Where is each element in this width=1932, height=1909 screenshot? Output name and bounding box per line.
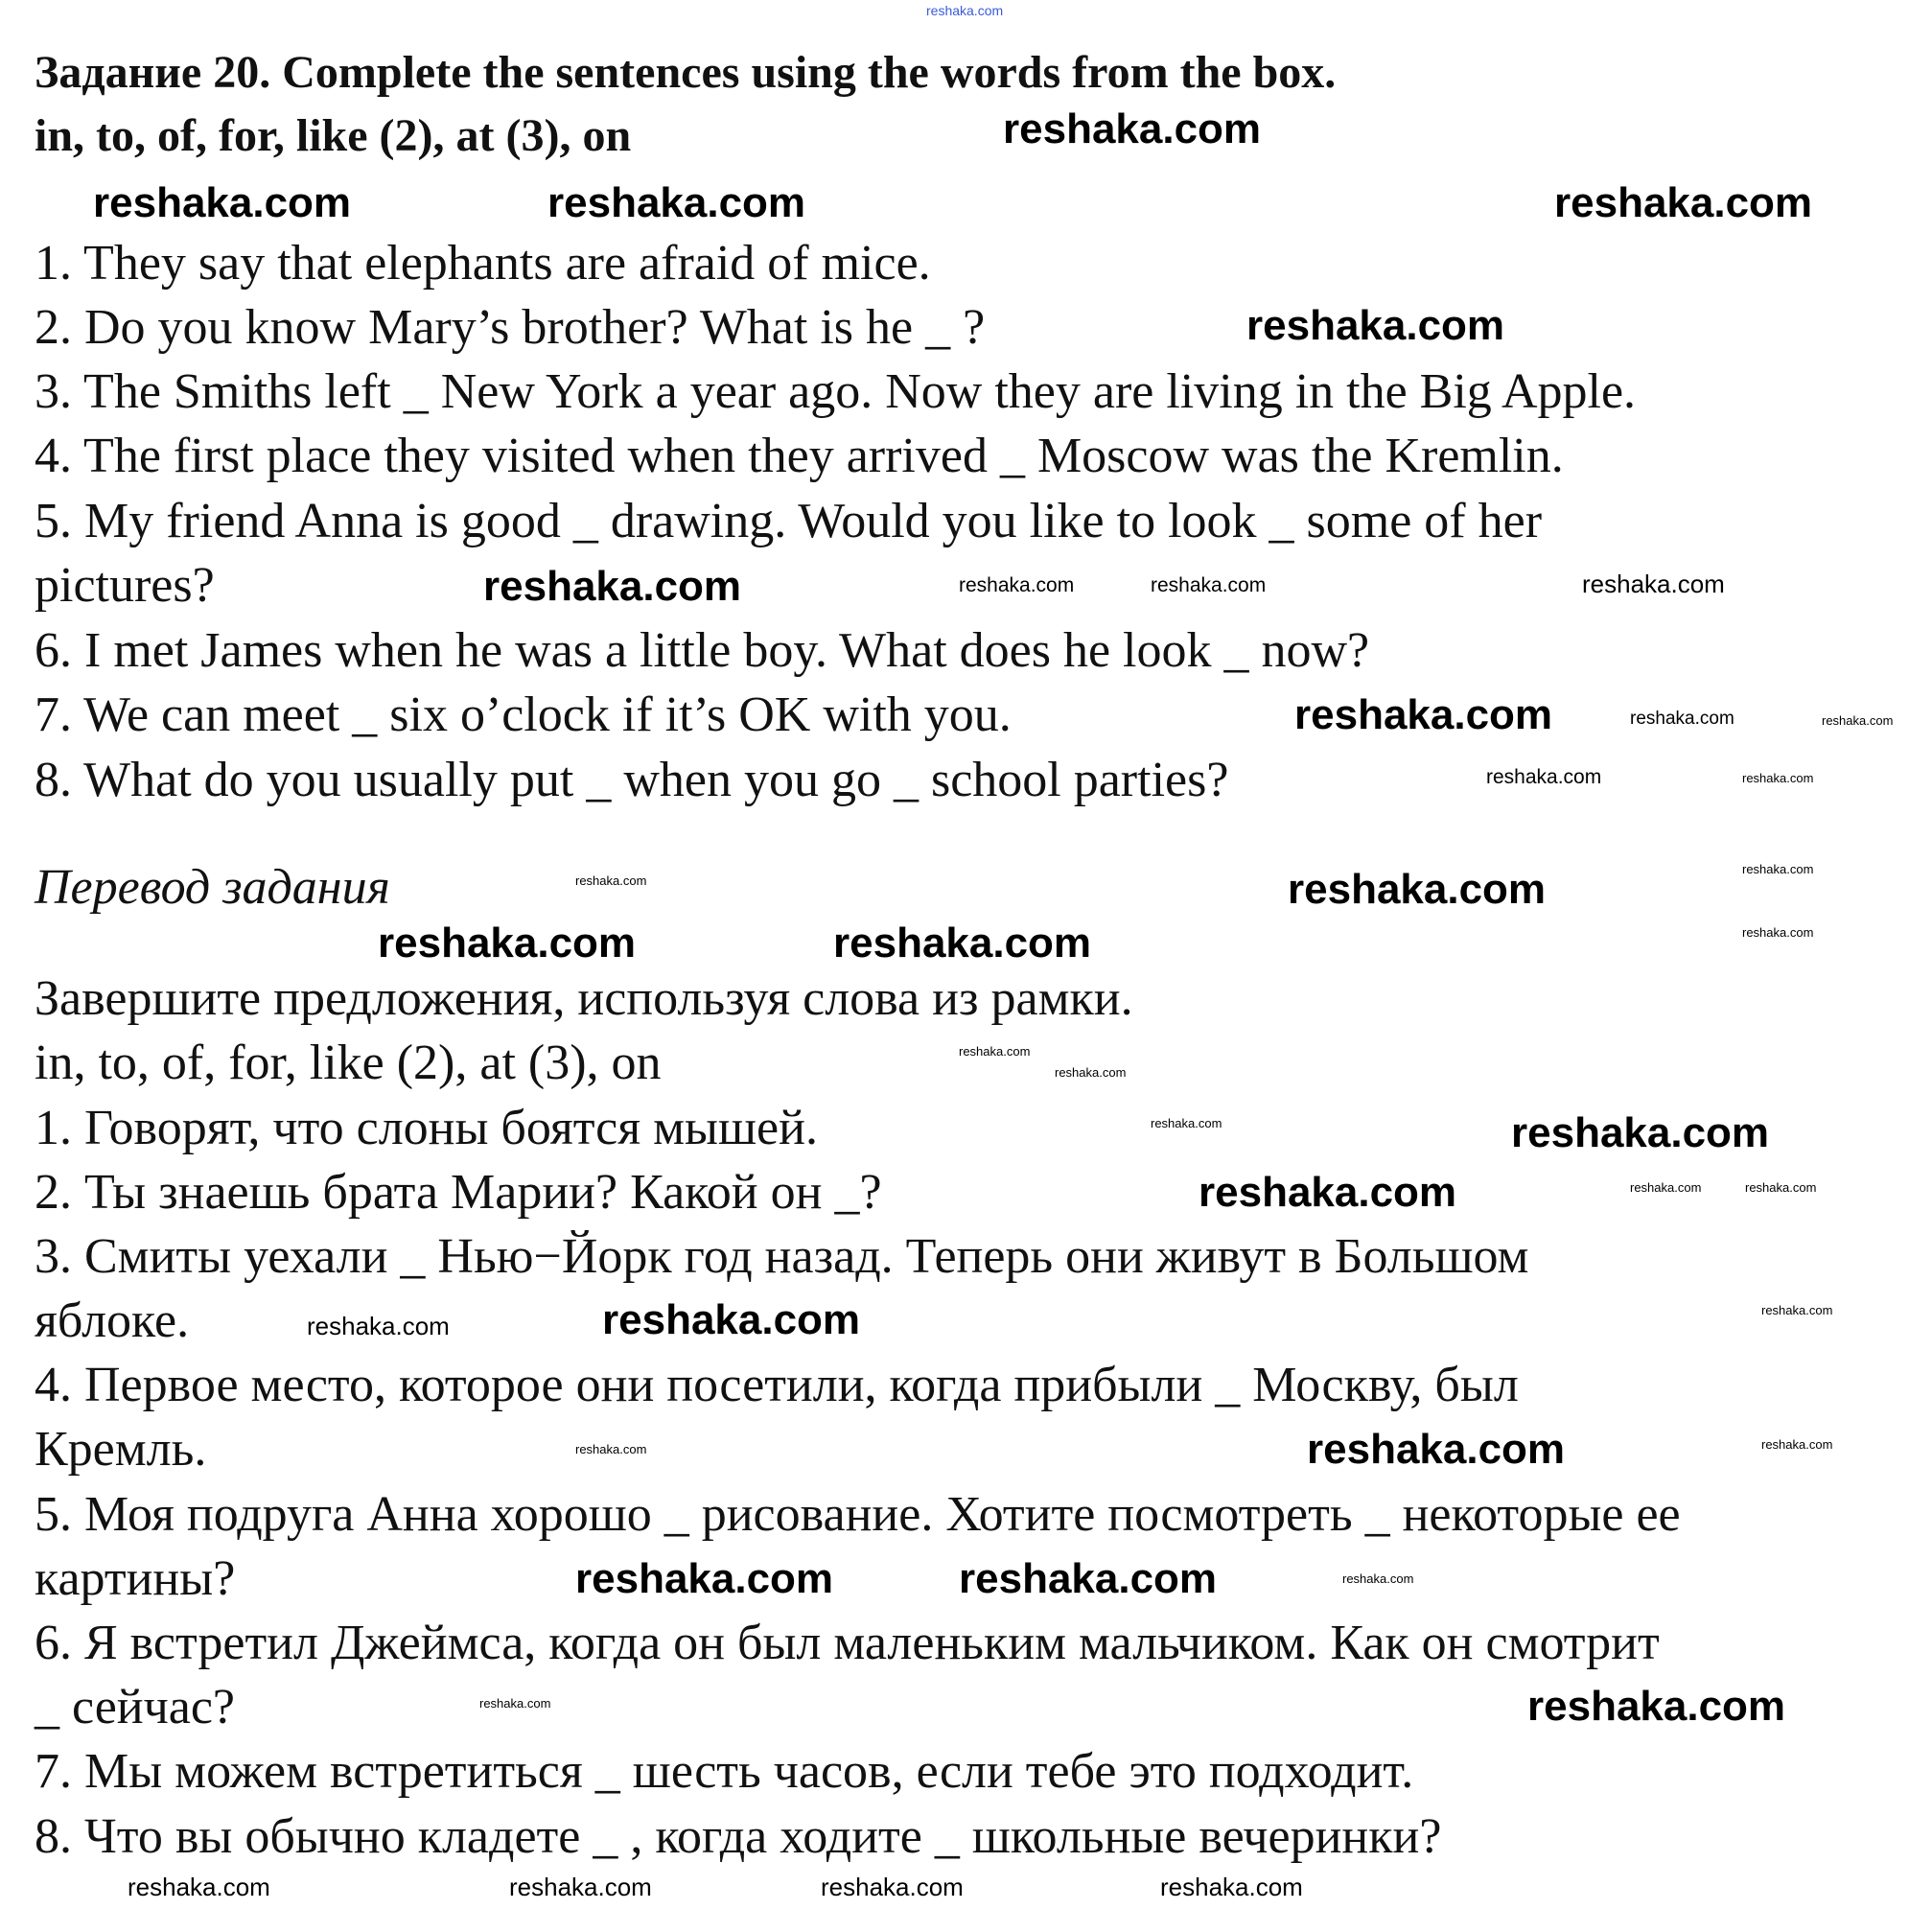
watermark: reshaka.com: [959, 574, 1075, 596]
watermark: reshaka.com: [959, 1044, 1031, 1059]
watermark: reshaka.com: [1151, 574, 1267, 596]
translation-sentence: _ сейчас?: [35, 1680, 236, 1734]
translation-heading: Перевод задания: [35, 860, 390, 915]
translation-sentence: 1. Говорят, что слоны боятся мышей.: [35, 1101, 818, 1155]
watermark: reshaka.com: [1486, 766, 1602, 788]
watermark: reshaka.com: [378, 920, 637, 966]
translation-box-words: in, to, of, for, like (2), at (3), on: [35, 1036, 662, 1090]
watermark: reshaka.com: [821, 1873, 964, 1901]
watermark: reshaka.com: [1630, 1180, 1702, 1195]
translation-sentence: 3. Смиты уехали _ Нью−Йорк год назад. Теперь они живут в Большом: [35, 1229, 1529, 1284]
translation-sentence: 7. Мы можем встретиться _ шесть часов, если тебе это подходит.: [35, 1744, 1414, 1799]
watermark: reshaka.com: [1761, 1437, 1833, 1452]
watermark: reshaka.com: [602, 1296, 861, 1343]
watermark: reshaka.com: [575, 1442, 647, 1456]
task-box-words: in, to, of, for, like (2), at (3), on: [35, 110, 632, 161]
sentence: 1. They say that elephants are afraid of mice.: [35, 236, 931, 291]
sentence: pictures?: [35, 558, 215, 613]
watermark: reshaka.com: [1745, 1180, 1817, 1195]
translation-sentence: картины?: [35, 1551, 236, 1606]
watermark: reshaka.com: [833, 920, 1092, 966]
watermark: reshaka.com: [926, 3, 1004, 18]
watermark: reshaka.com: [1307, 1426, 1566, 1473]
watermark: reshaka.com: [1742, 771, 1814, 785]
task-title: Задание 20. Complete the sentences using the words from the box.: [35, 47, 1337, 98]
translation-sentence: Кремль.: [35, 1422, 207, 1477]
watermark: reshaka.com: [1151, 1116, 1222, 1130]
watermark: reshaka.com: [575, 1555, 834, 1602]
watermark: reshaka.com: [1055, 1065, 1127, 1080]
translation-sentence: 2. Ты знаешь брата Марии? Какой он _?: [35, 1165, 882, 1220]
watermark: reshaka.com: [307, 1312, 450, 1340]
sentence: 6. I met James when he was a little boy. What does he look _ now?: [35, 623, 1370, 678]
watermark: reshaka.com: [1342, 1571, 1414, 1586]
watermark: reshaka.com: [1742, 925, 1814, 940]
watermark: reshaka.com: [1511, 1109, 1770, 1156]
watermark: reshaka.com: [575, 873, 647, 888]
watermark: reshaka.com: [1246, 302, 1505, 349]
watermark: reshaka.com: [483, 563, 742, 610]
translation-sentence: 8. Что вы обычно кладете _ , когда ходите _ школьные вечеринки?: [35, 1809, 1442, 1864]
sentence: 7. We can meet _ six o’clock if it’s OK with you.: [35, 687, 1012, 742]
watermark: reshaka.com: [1288, 866, 1547, 913]
watermark: reshaka.com: [1527, 1683, 1786, 1730]
watermark: reshaka.com: [547, 179, 806, 226]
translation-sentence: яблоке.: [35, 1293, 190, 1348]
watermark: reshaka.com: [1003, 105, 1262, 152]
translation-sentence: 5. Моя подруга Анна хорошо _ рисование. Хотите посмотреть _ некоторые ее: [35, 1487, 1681, 1542]
translation-sentence: 6. Я встретил Джеймса, когда он был маленьким мальчиком. Как он смотрит: [35, 1616, 1660, 1670]
watermark: reshaka.com: [959, 1555, 1218, 1602]
watermark: reshaka.com: [1761, 1303, 1833, 1317]
watermark: reshaka.com: [1160, 1873, 1303, 1901]
watermark: reshaka.com: [1582, 570, 1725, 598]
watermark: reshaka.com: [1742, 862, 1814, 876]
watermark: reshaka.com: [93, 179, 352, 226]
watermark: reshaka.com: [128, 1873, 270, 1901]
watermark: reshaka.com: [1630, 709, 1734, 729]
translation-instruction: Завершите предложения, используя слова из рамки.: [35, 971, 1133, 1026]
watermark: reshaka.com: [1822, 713, 1894, 728]
sentence: 3. The Smiths left _ New York a year ago. Now they are living in the Big Apple.: [35, 364, 1637, 419]
translation-sentence: 4. Первое место, которое они посетили, когда прибыли _ Москву, был: [35, 1358, 1519, 1412]
watermark: reshaka.com: [509, 1873, 652, 1901]
sentence: 4. The first place they visited when they arrived _ Moscow was the Kremlin.: [35, 429, 1564, 483]
watermark: reshaka.com: [479, 1696, 551, 1711]
watermark: reshaka.com: [1294, 691, 1553, 738]
sentence: 5. My friend Anna is good _ drawing. Would you like to look _ some of her: [35, 494, 1543, 548]
sentence: 2. Do you know Mary’s brother? What is he _ ?: [35, 300, 986, 355]
watermark: reshaka.com: [1554, 179, 1813, 226]
sentence: 8. What do you usually put _ when you go _ school parties?: [35, 753, 1229, 807]
watermark: reshaka.com: [1199, 1169, 1457, 1216]
